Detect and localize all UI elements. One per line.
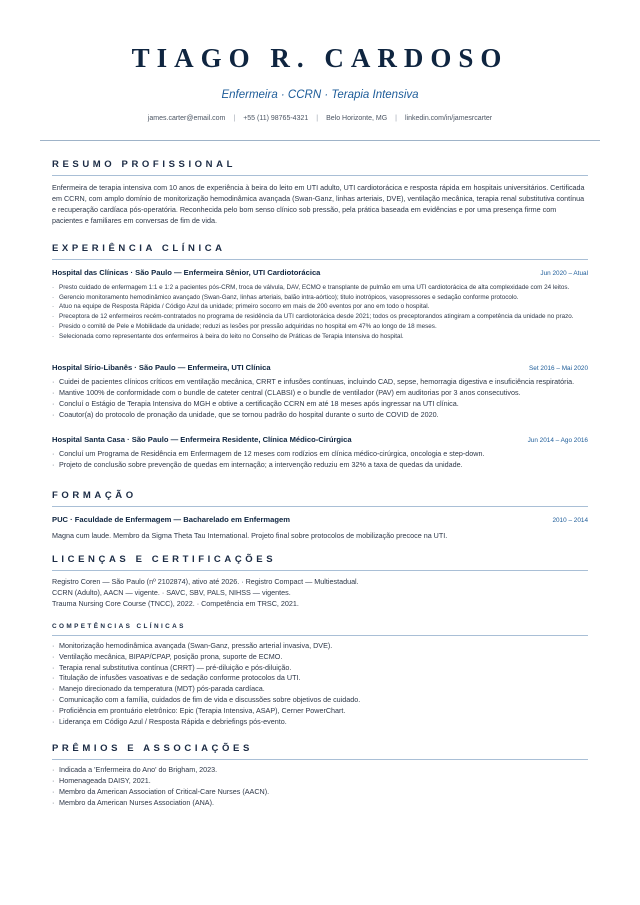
contact-line	[0, 114, 640, 124]
job-dates: Jun 2020 – Atual	[540, 270, 588, 277]
education-title: FORMAÇÃO	[52, 490, 137, 501]
job-entry	[52, 362, 588, 420]
contact-separator: |	[233, 115, 236, 122]
section-divider	[52, 635, 588, 636]
list-item: · Comunicação com a família, cuidados de fim de vida e discussões sobre objetivos de cuidado.	[52, 695, 588, 706]
header-divider	[40, 140, 600, 141]
job-bullets	[52, 283, 588, 341]
list-item: · Coautor(a) do protocolo de pronação da unidade, que se tornou padrão do hospital durante o surto de COVID de 2020.	[52, 410, 588, 421]
contact-separator: |	[395, 115, 397, 122]
skills-title: COMPETÊNCIAS CLÍNICAS	[52, 623, 186, 630]
list-item: · Selecionada como representante dos enfermeiros à beira do leito no Conselho de Práticas de Terapia Intensiva do hospital.	[52, 332, 588, 342]
skills-list	[52, 641, 588, 727]
list-item: · Manejo direcionado da temperatura (MDT) pós-parada cardíaca.	[52, 684, 588, 695]
list-item: · Titulação de infusões vasoativas e de sedação conforme protocolos da UTI.	[52, 673, 588, 684]
licenses-title: LICENÇAS E CERTIFICAÇÕES	[52, 554, 277, 565]
list-item: · Ventilação mecânica, BIPAP/CPAP, posição prona, suporte de ECMO.	[52, 652, 588, 663]
list-item: · Concluí o Estágio de Terapia Intensiva do MGH e obtive a certificação CCRN em até 18 meses após ingressar na UTI clínica.	[52, 399, 588, 410]
job-bullets	[52, 449, 588, 471]
experience-section	[52, 243, 588, 471]
awards-title: PRÊMIOS E ASSOCIAÇÕES	[52, 743, 253, 755]
job-dates: Set 2016 – Mai 2020	[529, 365, 588, 373]
job-heading: Hospital das Clínicas · São Paulo — Enfermeira Sênior, UTI Cardiotorácica	[52, 268, 321, 277]
list-item: · Concluí um Programa de Residência em Enfermagem de 12 meses com rodízios em clínica médico-cirúrgica, oncologia e step-down.	[52, 449, 588, 460]
section-divider	[52, 759, 588, 760]
contact-separator: |	[316, 115, 319, 122]
list-item: · Homenageada DAISY, 2021.	[52, 776, 588, 787]
list-item: · Presto cuidado de enfermagem 1:1 e 1:2 a pacientes pós-CRM, troca de válvula, DAV, ECMO e transplante de pulmão em uma UTI cardiotorácica de alta complexidade com 24 leitos.	[52, 283, 588, 293]
license-line: Trauma Nursing Core Course (TNCC), 2022. · Competência em TRSC, 2021.	[52, 599, 299, 608]
summary-section	[52, 159, 588, 226]
list-item: · Atuo na equipe de Resposta Rápida / Código Azul da unidade; primeiro socorro em mais de 200 eventos por ano em todo o hospital.	[52, 302, 588, 312]
job-bullets	[52, 377, 588, 420]
job-header	[52, 362, 588, 374]
resume-header	[0, 0, 640, 141]
education-text: Magna cum laude. Membro da Sigma Theta Tau International. Projeto final sobre protocolos de mobilização precoce na UTI.	[52, 531, 448, 540]
job-header	[52, 434, 588, 446]
license-line: Registro Coren — São Paulo (nº 2102874), ativo até 2026. · Registro Compact — Multiestadual.	[52, 577, 359, 586]
education-heading: PUC · Faculdade de Enfermagem — Bacharelado em Enfermagem	[52, 515, 291, 524]
job-heading: Hospital Sírio-Libanês · São Paulo — Enfermeira, UTI Clínica	[52, 363, 271, 373]
summary-text: Enfermeira de terapia intensiva com 10 anos de experiência à beira do leito em UTI adulto, UTI cardiotorácica e resposta rápida em hospitais universitários. Certificada em CCRN, com amplo domínio de monitorização hemodinâmica avançada (Swan-Ganz, linhas arteriais, DVE), ventilação mecânica, terapia renal substitutiva contínua e recuperação cardíaca pós-operatória. Reconhecida pelo bom senso clínico sob pressão, pela prática baseada em evidências e por uma presença firme com pacientes e familiares em conversas de fim de vida.	[52, 183, 585, 225]
list-item: · Projeto de conclusão sobre prevenção de quedas em internação; a intervenção reduziu em 32% a taxa de quedas da unidade.	[52, 460, 588, 471]
job-entry	[52, 267, 588, 341]
education-dates: 2010 – 2014	[552, 517, 588, 524]
list-item: · Indicada a 'Enfermeira do Ano' do Brigham, 2023.	[52, 765, 588, 776]
list-item: · Monitorização hemodinâmica avançada (Swan-Ganz, pressão arterial invasiva, DVE).	[52, 641, 588, 652]
job-dates: Jun 2014 – Ago 2016	[527, 437, 588, 445]
contact-linkedin[interactable]: linkedin.com/in/jamesrcarter	[405, 115, 493, 122]
licenses-section	[52, 554, 588, 727]
experience-title: EXPERIÊNCIA CLÍNICA	[52, 243, 226, 254]
list-item: · Liderança em Código Azul / Resposta Rápida e debriefings pós-evento.	[52, 717, 588, 728]
contact-location: Belo Horizonte, MG	[326, 115, 388, 122]
list-item: · Presido o comitê de Pele e Mobilidade da unidade; reduzi as lesões por pressão adquiridas no hospital em 47% ao longo de 18 meses.	[52, 322, 588, 332]
job-entry	[52, 434, 588, 471]
section-divider	[52, 506, 588, 507]
resume-body	[0, 159, 640, 809]
section-divider	[52, 259, 588, 260]
list-item: · Mantive 100% de conformidade com o bundle de cateter central (CLABSI) e o bundle de ventilador (PAV) em auditorias por 3 anos consecutivos.	[52, 388, 588, 399]
list-item: · Membro da American Association of Critical-Care Nurses (AACN).	[52, 787, 588, 798]
summary-title: RESUMO PROFISSIONAL	[52, 159, 236, 170]
contact-email[interactable]: james.carter@email.com	[147, 115, 226, 122]
section-divider	[52, 570, 588, 571]
list-item: · Preceptora de 12 enfermeiros recém-contratados no programa de residência da UTI cardiotorácica desde 2021; todos os preceptorandos atingiram a competência da unidade no prazo.	[52, 312, 588, 322]
education-section	[52, 490, 588, 541]
awards-section	[52, 743, 588, 808]
list-item: · Cuidei de pacientes clínicos críticos em ventilação mecânica, CRRT e infusões contínuas, incluindo CAD, sepse, hemorragia digestiva e insuficiência respiratória.	[52, 377, 588, 388]
education-header	[52, 514, 588, 526]
license-line: CCRN (Adulto), AACN — vigente. · SAVC, SBV, PALS, NIHSS — vigentes.	[52, 588, 291, 597]
job-heading: Hospital Santa Casa · São Paulo — Enfermeira Residente, Clínica Médico-Cirúrgica	[52, 435, 352, 445]
list-item: · Gerencio monitoramento hemodinâmico avançado (Swan-Ganz, linhas arteriais, balão intra-aórtico); titulo inotrópicos, vasopressores e sedação conforme protocolo.	[52, 293, 588, 303]
candidate-subtitle: Enfermeira · CCRN · Terapia Intensiva	[221, 89, 419, 101]
section-divider	[52, 175, 588, 176]
list-item: · Terapia renal substitutiva contínua (CRRT) — pré-diluição e pós-diluição.	[52, 663, 588, 674]
awards-list	[52, 765, 588, 808]
list-item: · Membro da American Nurses Association (ANA).	[52, 798, 588, 809]
job-header	[52, 267, 588, 279]
contact-phone[interactable]: +55 (11) 98765-4321	[243, 115, 309, 122]
list-item: · Proficiência em prontuário eletrônico: Epic (Terapia Intensiva, ASAP), Cerner PowerChart.	[52, 706, 588, 717]
candidate-name: TIAGO R. CARDOSO	[131, 43, 509, 73]
